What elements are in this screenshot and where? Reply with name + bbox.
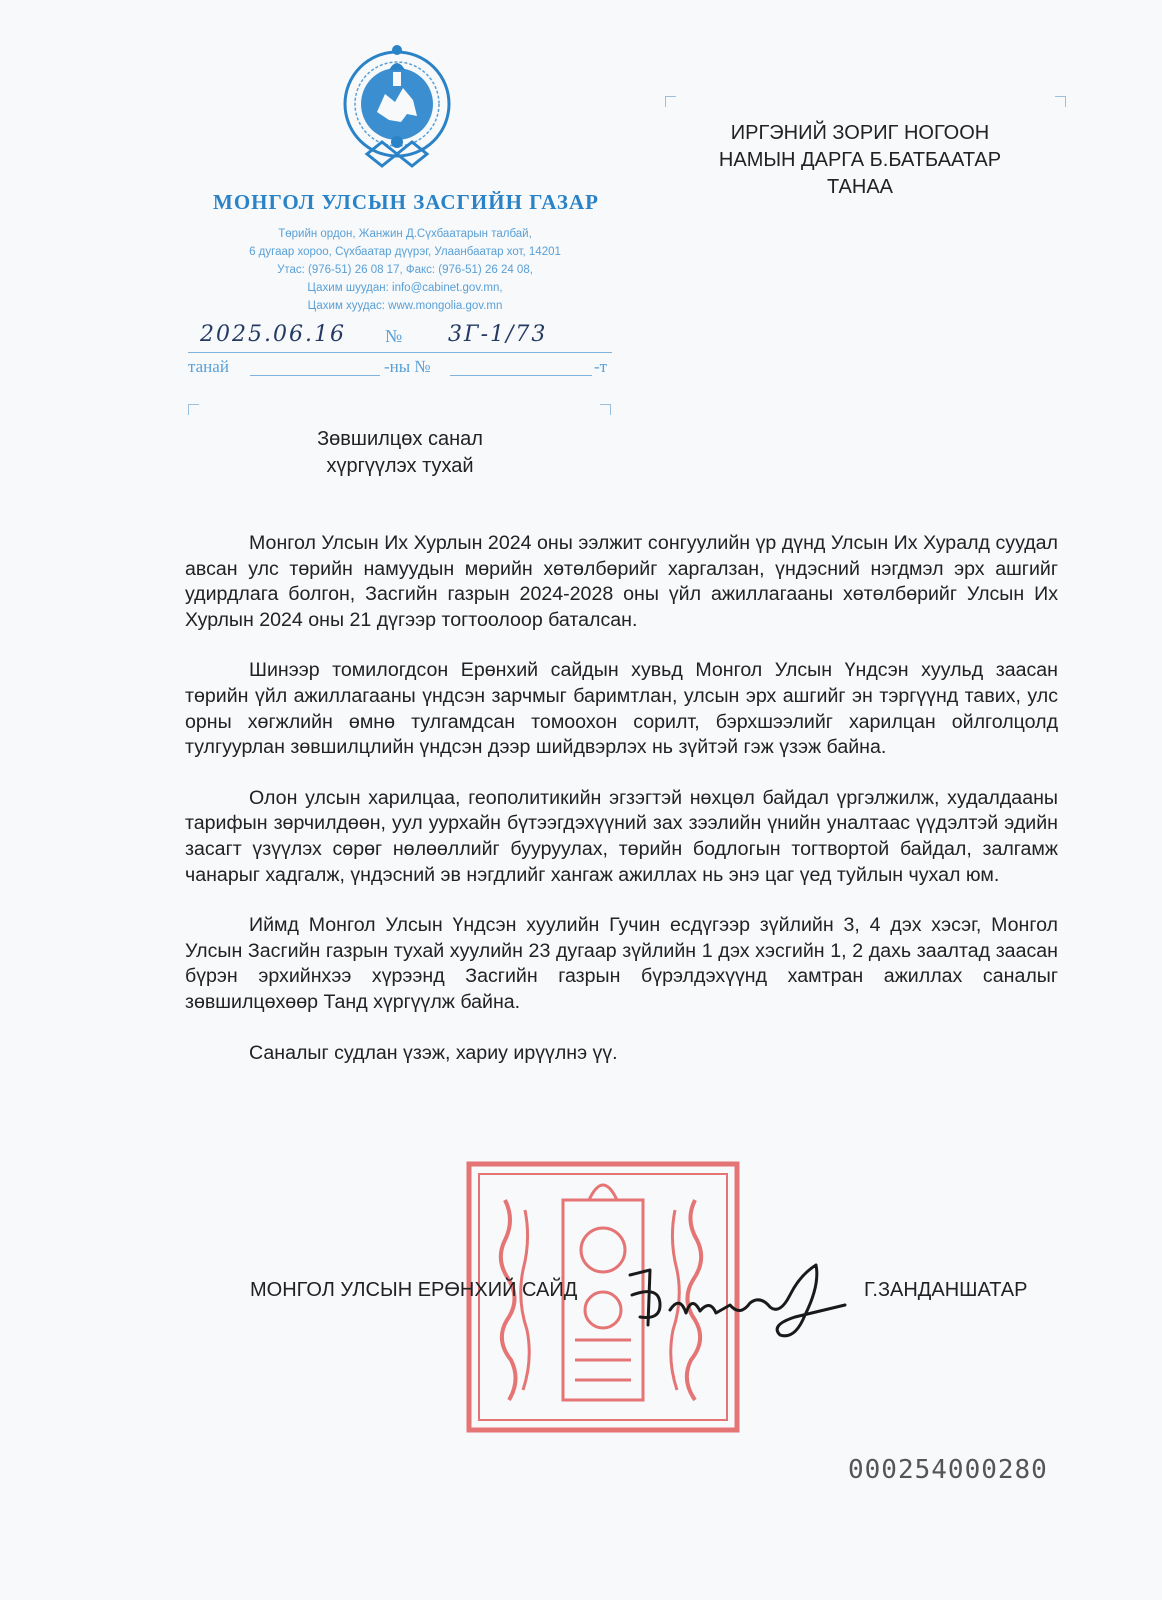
address-line: Утас: (976-51) 26 08 17, Факс: (976-51) 26 24 08, <box>277 264 533 276</box>
ref-number-blank <box>450 375 592 376</box>
ref-prefix: танай <box>188 357 229 376</box>
address-line: Цахим шуудан: info@cabinet.gov.mn, <box>307 282 503 294</box>
serial-number: 000254000280 <box>848 1455 1048 1485</box>
recipient-block <box>690 120 1030 201</box>
body-paragraph: Олон улсын харилцаа, геополитикийн эгзэгтэй нөхцөл байдал үргэлжилж, худалдааны тарифын зөрчилдөөн, уул уурхайн бүтээгдэхүүний зах зээлийн үнийн уналтаас үүдэлтэй эдийн засагт үзүүлэх сөрөг нөлөөллийг бууруулах, төрийн бодлогын тогтвортой байдал, залгамж чанарыг хадгалж, үндэсний эв нэгдлийг хангаж ажиллах нь энэ цаг үед туйлын чухал юм. <box>185 786 1058 886</box>
address-line: Цахим хуудас: www.mongolia.gov.mn <box>307 300 503 312</box>
recipient-line: ТАНАА <box>826 176 893 198</box>
ref-date-blank <box>250 375 380 376</box>
letter-date: 2025.06.16 <box>200 322 346 347</box>
corner-mark <box>665 96 676 107</box>
signatory-title: МОНГОЛ УЛСЫН ЕРӨНХИЙ САЙД <box>250 1279 578 1301</box>
letter-body <box>185 531 1058 1091</box>
recipient-line: НАМЫН ДАРГА Б.БАТБААТАР <box>718 149 1002 171</box>
org-name: МОНГОЛ УЛСЫН ЗАСГИЙН ГАЗАР <box>213 190 599 214</box>
subject-block <box>260 426 540 480</box>
body-paragraph: Монгол Улсын Их Хурлын 2024 оны ээлжит сонгуулийн үр дүнд Улсын Их Хуралд суудал авсан улс төрийн намуудын мөрийн хөтөлбөрийг харгалзан, үндэсний нэгдмэл эрх ашгийг удирдлага болгон, Засгийн газрын 2024-2028 оны үйл ажиллагааны хөтөлбөрийг Улсын Их Хурлын 2024 оны 21 дүгээр тогтоолоор баталсан. <box>185 532 1058 631</box>
body-paragraph: Иймд Монгол Улсын Үндсэн хуулийн Гучин есдүгээр зүйлийн 3, 4 дэх хэсэг, Монгол Улсын Засгийн газрын тухай хуулийн 23 дугаар зүйлийн 1 дэх хэсгийн 1, 2 дахь заалтад заасан бүрэн эрхийнхээ хүрээнд Засгийн газрын бүрэлдэхүүнд хамтран ажиллах саналыг зөвшилцөхөөр Танд хүргүүлж байна. <box>185 914 1058 1013</box>
letter-number: 3Г-1/73 <box>448 322 548 347</box>
corner-mark <box>1055 96 1066 107</box>
number-label: № <box>385 326 403 346</box>
address-line: 6 дугаар хороо, Сүхбаатар дүүрэг, Улаанбаатар хот, 14201 <box>249 246 561 258</box>
ref-suffix: -т <box>594 357 608 376</box>
state-emblem-icon <box>337 42 457 177</box>
subject-line: Зөвшилцөх санал <box>317 428 483 450</box>
address-line: Төрийн ордон, Жанжин Д.Сүхбаатарын талбай, <box>278 228 532 240</box>
recipient-line: ИРГЭНИЙ ЗОРИГ НОГООН <box>730 122 990 144</box>
corner-mark <box>188 404 199 415</box>
org-address <box>180 225 630 315</box>
signatory-name: Г.ЗАНДАНШАТАР <box>864 1279 1028 1301</box>
body-paragraph: Саналыг судлан үзэж, хариу ирүүлнэ үү. <box>249 1041 618 1064</box>
corner-mark <box>600 404 611 415</box>
body-paragraph: Шинээр томилогдсон Ерөнхий сайдын хувьд Монгол Улсын Үндсэн хуульд заасан төрийн үйл ажиллагааны үндсэн зарчмыг баримтлан, улсын эрх ашгийг эн тэргүүнд тавих, улс орны хөгжлийн өмнө тулгамдсан томоохон сорилт, бэрхшээлийг харилцан ойлголцолд тулгуурлан зөвшилцлийн үндсэн дээр шийдвэрлэх нь зүйтэй гэж үзэж байна. <box>185 659 1058 759</box>
ref-middle: -ны № <box>384 357 431 376</box>
reference-row <box>188 357 612 381</box>
handwritten-signature <box>620 1255 850 1350</box>
subject-line: хүргүүлэх тухай <box>326 455 474 477</box>
